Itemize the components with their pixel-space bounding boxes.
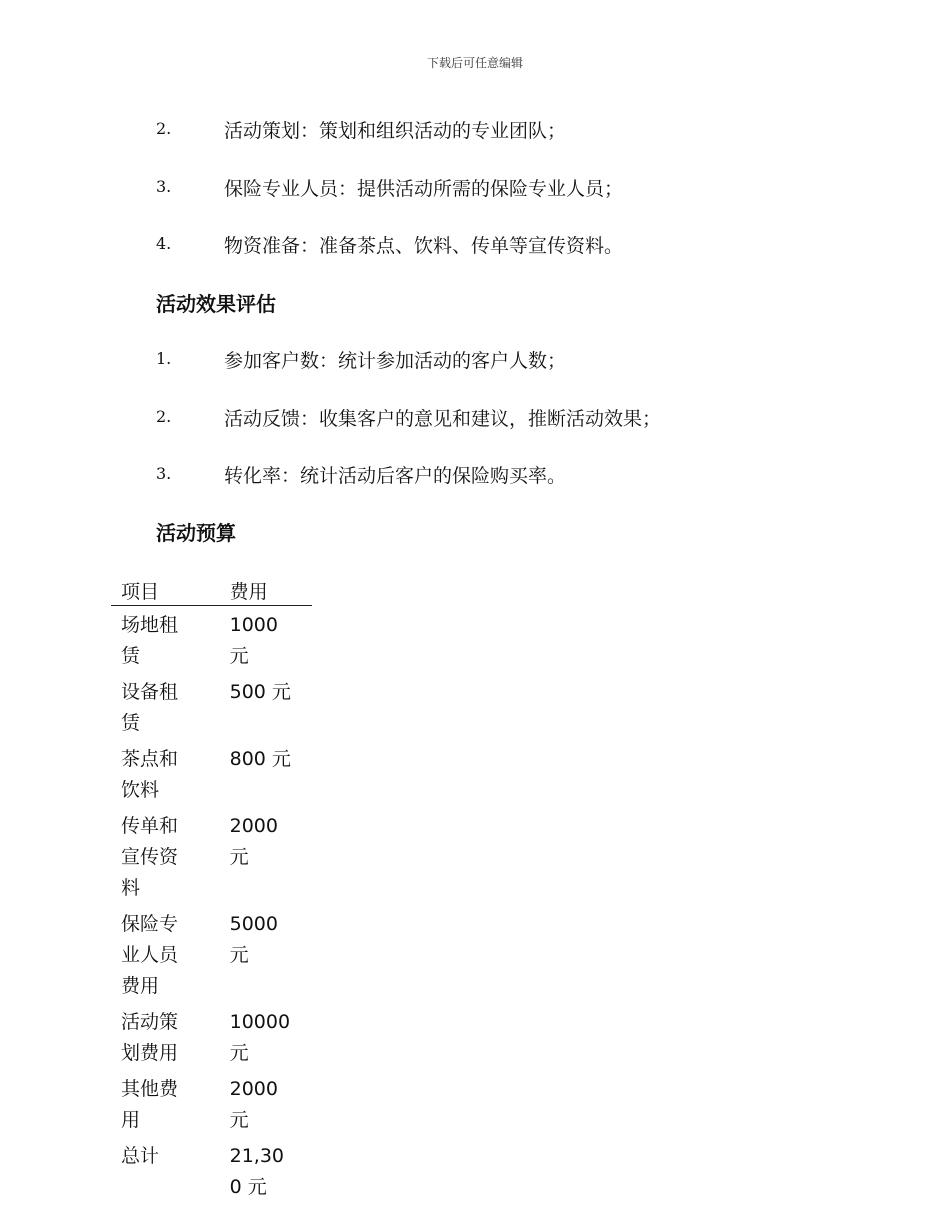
budget-cost: 800 元 — [229, 748, 291, 770]
budget-cost: 1000 元 — [229, 614, 278, 667]
budget-item: 设备租赁 — [121, 681, 179, 734]
budget-cost: 2000 元 — [229, 1078, 278, 1131]
budget-item: 活动策划费用 — [121, 1011, 179, 1064]
budget-cost: 500 元 — [229, 681, 291, 703]
list-number: 3. — [156, 176, 172, 196]
list-number: 3. — [156, 464, 172, 483]
table-row — [111, 1003, 312, 1070]
list-number: 4. — [156, 234, 172, 253]
budget-cost: 10000 元 — [229, 1011, 291, 1064]
budget-item: 茶点和饮料 — [121, 748, 179, 801]
list-item — [0, 231, 950, 289]
page-header: 下载后可任意编辑 — [426, 56, 523, 70]
budget-item: 传单和宣传资料 — [121, 815, 179, 899]
table-row — [111, 673, 312, 740]
table-row — [111, 905, 312, 1003]
budget-heading: 活动预算 — [156, 521, 236, 545]
budget-total-cost: 21,300 元 — [229, 1145, 285, 1198]
column-header-cost: 费用 — [220, 577, 312, 606]
table-row — [111, 606, 312, 674]
table-header-row — [111, 577, 312, 606]
column-header-item: 项目 — [111, 577, 220, 606]
table-row — [111, 740, 312, 807]
budget-total-label: 总计 — [121, 1145, 160, 1167]
evaluation-list — [0, 346, 950, 519]
list-item — [0, 404, 950, 462]
table-row — [111, 1137, 312, 1204]
budget-item: 其他费用 — [121, 1078, 179, 1131]
list-text: 保险专业人员：提供活动所需的保险专业人员； — [224, 177, 624, 200]
list-text: 参加客户数：统计参加活动的客户人数； — [224, 350, 567, 372]
list-text: 活动反馈：收集客户的意见和建议，推断活动效果； — [224, 407, 662, 430]
list-text: 物资准备：准备茶点、饮料、传单等宣传资料。 — [224, 235, 624, 257]
list-number: 2. — [156, 406, 172, 426]
list-number: 1. — [156, 349, 172, 368]
list-number: 2. — [156, 119, 172, 138]
preparation-list — [0, 116, 950, 289]
budget-item: 场地租赁 — [121, 614, 179, 667]
list-text: 活动策划：策划和组织活动的专业团队； — [224, 120, 567, 142]
list-item — [0, 174, 950, 232]
table-row — [111, 807, 312, 905]
budget-cost: 5000 元 — [229, 913, 278, 966]
list-item — [0, 116, 950, 174]
list-text: 转化率：统计活动后客户的保险购买率。 — [224, 465, 567, 487]
budget-cost: 2000 元 — [229, 815, 278, 868]
list-item — [0, 461, 950, 519]
budget-item: 保险专业人员费用 — [121, 913, 179, 997]
list-item — [0, 346, 950, 404]
table-row — [111, 1070, 312, 1137]
evaluation-heading: 活动效果评估 — [156, 292, 276, 316]
budget-table — [111, 577, 312, 1204]
